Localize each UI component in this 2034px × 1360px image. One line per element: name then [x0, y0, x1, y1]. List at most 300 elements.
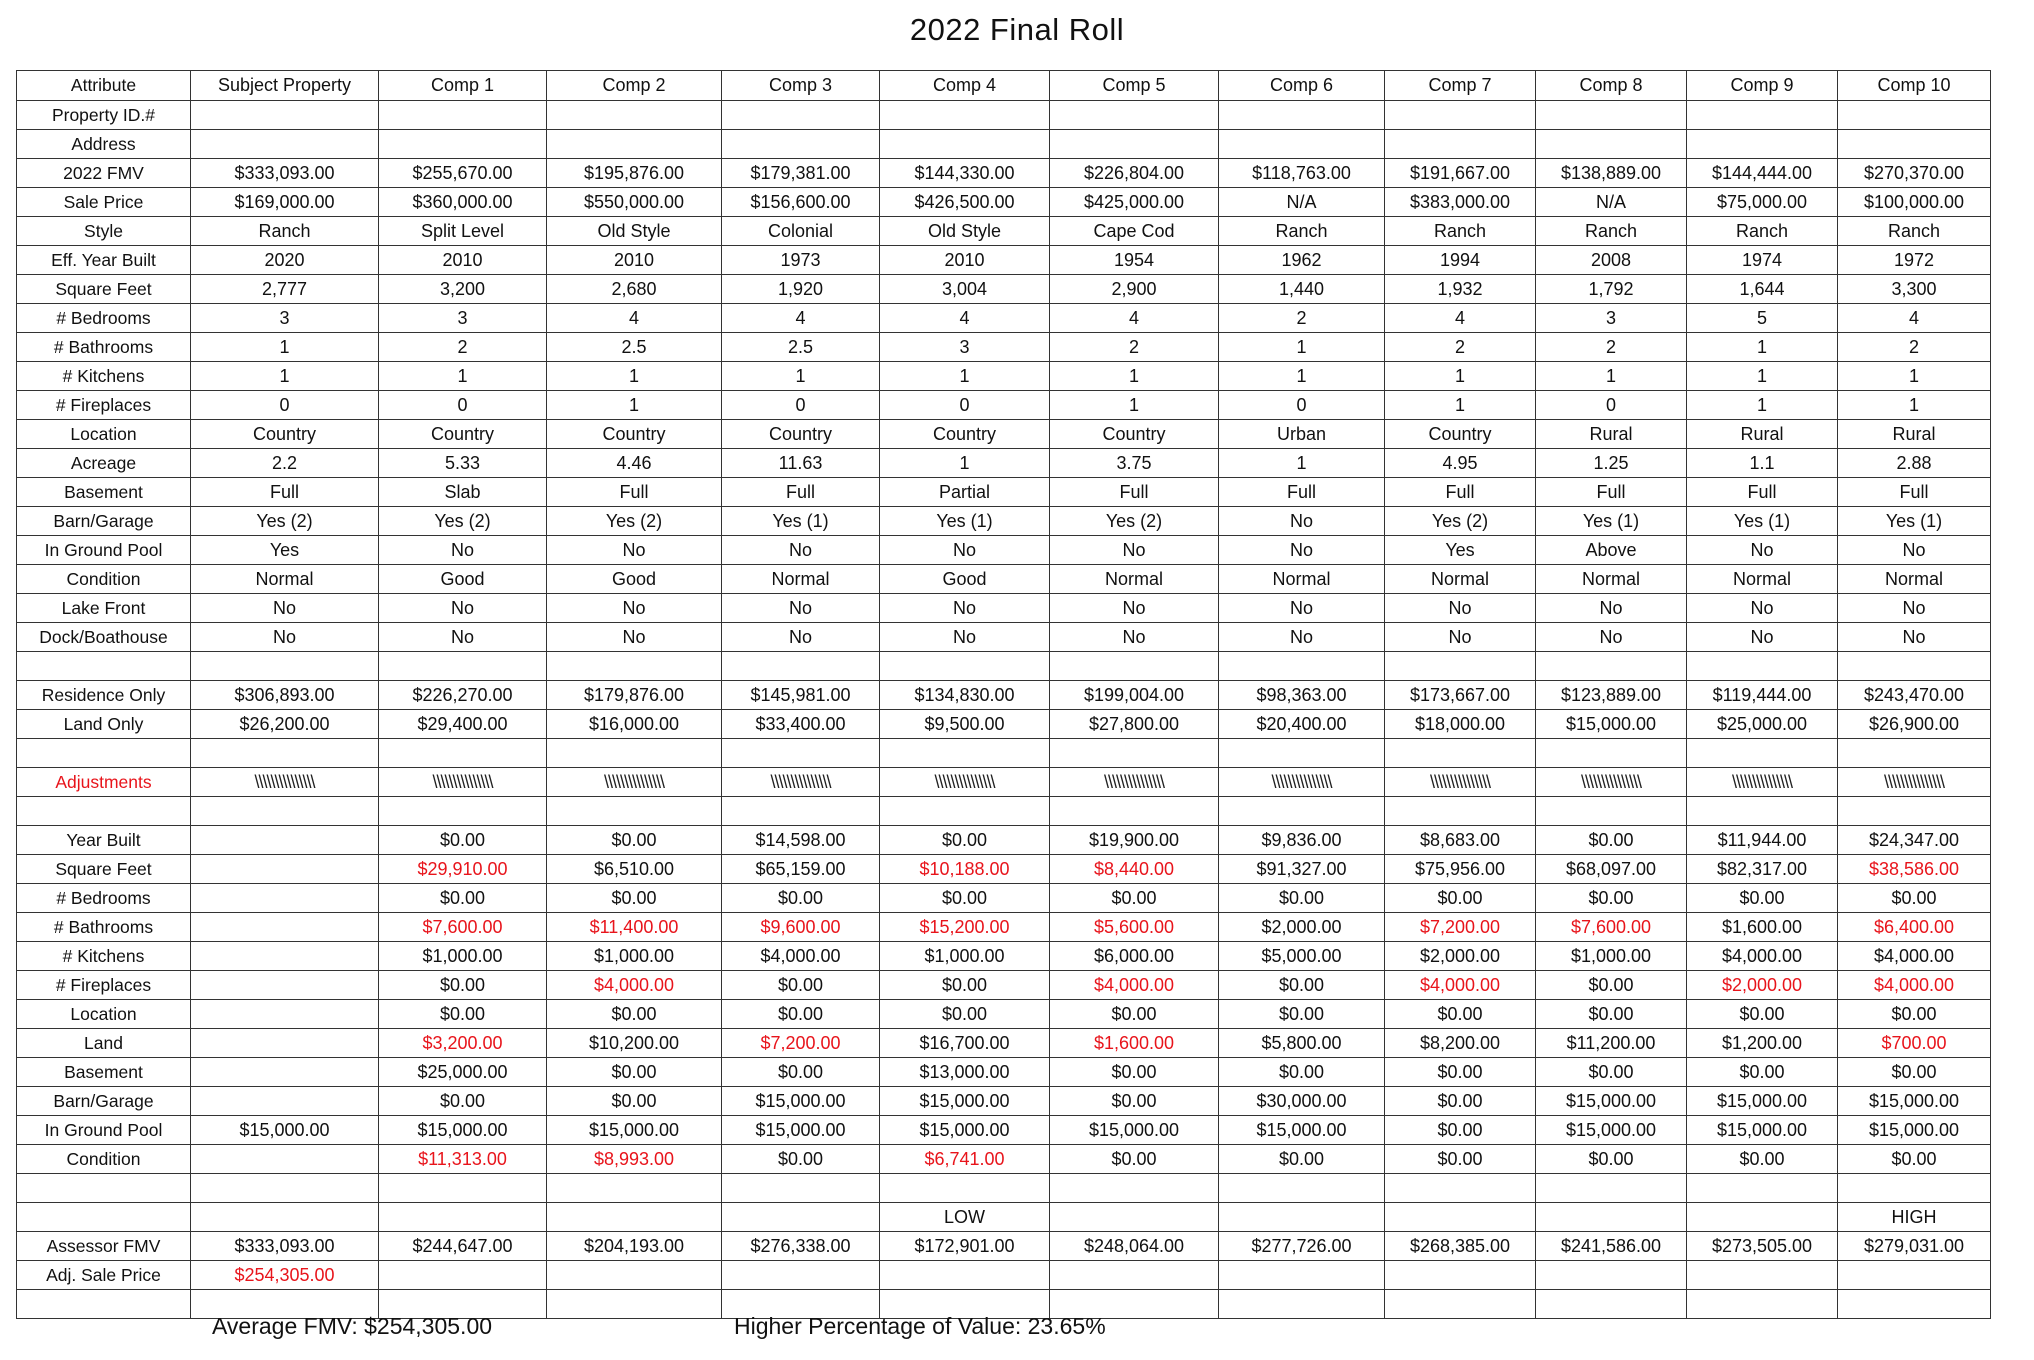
- value-cell: 2.5: [722, 333, 880, 362]
- row-label: # Bedrooms: [17, 884, 191, 913]
- empty-cell: [880, 1261, 1050, 1290]
- adjustment-cell: $6,741.00: [880, 1145, 1050, 1174]
- column-header: Comp 10: [1838, 71, 1991, 101]
- adjustment-cell: $0.00: [1050, 1058, 1219, 1087]
- adjustment-cell: $15,000.00: [1219, 1116, 1385, 1145]
- adjustment-cell: $4,000.00: [1838, 971, 1991, 1000]
- value-cell: [191, 130, 379, 159]
- value-cell: Partial: [880, 478, 1050, 507]
- adjustment-cell: $0.00: [547, 1000, 722, 1029]
- value-cell: Yes (1): [1687, 507, 1838, 536]
- value-cell: Ranch: [1536, 217, 1687, 246]
- empty-cell: [722, 1261, 880, 1290]
- value-cell: 4: [722, 304, 880, 333]
- row-label: Property ID.#: [17, 101, 191, 130]
- value-cell: $383,000.00: [1385, 188, 1536, 217]
- value-cell: 1: [1687, 333, 1838, 362]
- row-label: Condition: [17, 565, 191, 594]
- value-cell: 1: [1838, 391, 1991, 420]
- adjustment-cell: $0.00: [379, 1087, 547, 1116]
- value-cell: 2,680: [547, 275, 722, 304]
- empty-cell: [1838, 652, 1991, 681]
- empty-cell: [1838, 1174, 1991, 1203]
- value-cell: [379, 101, 547, 130]
- value-cell: 0: [1536, 391, 1687, 420]
- empty-cell: [379, 1203, 547, 1232]
- adjustment-cell: $2,000.00: [1385, 942, 1536, 971]
- assessor-fmv-cell: $204,193.00: [547, 1232, 722, 1261]
- adjustment-cell: $24,347.00: [1838, 826, 1991, 855]
- empty-cell: [1219, 1174, 1385, 1203]
- value-cell: Old Style: [547, 217, 722, 246]
- low-marker: LOW: [880, 1203, 1050, 1232]
- table-row: [17, 855, 1991, 884]
- empty-cell: [1385, 739, 1536, 768]
- row-label: Adj. Sale Price: [17, 1261, 191, 1290]
- row-label: In Ground Pool: [17, 1116, 191, 1145]
- value-cell: Yes (1): [722, 507, 880, 536]
- value-cell: 4.95: [1385, 449, 1536, 478]
- value-cell: $119,444.00: [1687, 681, 1838, 710]
- value-cell: 1: [1385, 362, 1536, 391]
- value-cell: Slab: [379, 478, 547, 507]
- value-cell: 1962: [1219, 246, 1385, 275]
- empty-cell: [1050, 1261, 1219, 1290]
- value-cell: No: [191, 623, 379, 652]
- value-cell: Normal: [1219, 565, 1385, 594]
- adjustment-cell: $0.00: [379, 971, 547, 1000]
- row-label: Address: [17, 130, 191, 159]
- value-cell: 1,644: [1687, 275, 1838, 304]
- row-label: Lake Front: [17, 594, 191, 623]
- adjustment-cell: $6,000.00: [1050, 942, 1219, 971]
- table-row: [17, 826, 1991, 855]
- adjustment-cell: $29,910.00: [379, 855, 547, 884]
- assessor-fmv-cell: $268,385.00: [1385, 1232, 1536, 1261]
- empty-cell: [547, 1174, 722, 1203]
- value-cell: [1536, 130, 1687, 159]
- empty-cell: [17, 1174, 191, 1203]
- value-cell: Full: [191, 478, 379, 507]
- adjustment-cell: $8,683.00: [1385, 826, 1536, 855]
- adjustment-cell: $4,000.00: [1687, 942, 1838, 971]
- empty-cell: [1687, 652, 1838, 681]
- adjustment-cell: $15,000.00: [191, 1116, 379, 1145]
- empty-cell: [722, 739, 880, 768]
- row-label: Eff. Year Built: [17, 246, 191, 275]
- value-cell: $550,000.00: [547, 188, 722, 217]
- empty-cell: [1385, 1203, 1536, 1232]
- hatch-cell: \\\\\\\\\\\\\\\: [1687, 768, 1838, 797]
- adjustment-cell: $0.00: [1536, 971, 1687, 1000]
- value-cell: [722, 101, 880, 130]
- value-cell: 2010: [379, 246, 547, 275]
- adjustment-cell: $15,000.00: [379, 1116, 547, 1145]
- value-cell: $191,667.00: [1385, 159, 1536, 188]
- empty-cell: [379, 797, 547, 826]
- value-cell: [1219, 130, 1385, 159]
- row-label: # Kitchens: [17, 942, 191, 971]
- row-label: # Bathrooms: [17, 913, 191, 942]
- empty-cell: [1050, 797, 1219, 826]
- adjustment-cell: $0.00: [880, 1000, 1050, 1029]
- value-cell: Colonial: [722, 217, 880, 246]
- value-cell: 1: [1385, 391, 1536, 420]
- value-cell: [547, 101, 722, 130]
- table-row: [17, 333, 1991, 362]
- table-row: [17, 884, 1991, 913]
- adjustment-cell: $6,400.00: [1838, 913, 1991, 942]
- adjustment-cell: $2,000.00: [1219, 913, 1385, 942]
- table-row: [17, 478, 1991, 507]
- adjustment-cell: $0.00: [1385, 1087, 1536, 1116]
- value-cell: 1: [880, 362, 1050, 391]
- value-cell: 3,300: [1838, 275, 1991, 304]
- empty-cell: [1838, 1261, 1991, 1290]
- assessor-fmv-cell: $277,726.00: [1219, 1232, 1385, 1261]
- value-cell: [191, 101, 379, 130]
- row-label: Basement: [17, 1058, 191, 1087]
- empty-cell: [191, 652, 379, 681]
- value-cell: 1: [1838, 362, 1991, 391]
- empty-cell: [191, 739, 379, 768]
- value-cell: $9,500.00: [880, 710, 1050, 739]
- value-cell: $226,804.00: [1050, 159, 1219, 188]
- adjustment-cell: $15,000.00: [1838, 1087, 1991, 1116]
- empty-cell: [191, 1174, 379, 1203]
- table-row: [17, 1116, 1991, 1145]
- value-cell: $333,093.00: [191, 159, 379, 188]
- value-cell: 3: [1536, 304, 1687, 333]
- value-cell: Old Style: [880, 217, 1050, 246]
- value-cell: 3: [379, 304, 547, 333]
- value-cell: $360,000.00: [379, 188, 547, 217]
- value-cell: 2,777: [191, 275, 379, 304]
- row-label: Year Built: [17, 826, 191, 855]
- value-cell: [1687, 101, 1838, 130]
- hatch-cell: \\\\\\\\\\\\\\\: [1050, 768, 1219, 797]
- value-cell: Normal: [1536, 565, 1687, 594]
- value-cell: $25,000.00: [1687, 710, 1838, 739]
- adjustment-cell: $0.00: [722, 884, 880, 913]
- adjustment-cell: $0.00: [547, 884, 722, 913]
- value-cell: Yes (2): [191, 507, 379, 536]
- value-cell: $18,000.00: [1385, 710, 1536, 739]
- value-cell: Yes: [1385, 536, 1536, 565]
- value-cell: No: [191, 594, 379, 623]
- value-cell: Yes (2): [547, 507, 722, 536]
- table-row: [17, 1029, 1991, 1058]
- adjustment-cell: $8,440.00: [1050, 855, 1219, 884]
- column-header: Comp 6: [1219, 71, 1385, 101]
- value-cell: No: [1219, 594, 1385, 623]
- value-cell: No: [880, 594, 1050, 623]
- value-cell: Split Level: [379, 217, 547, 246]
- value-cell: 1: [722, 362, 880, 391]
- value-cell: No: [547, 623, 722, 652]
- value-cell: $33,400.00: [722, 710, 880, 739]
- value-cell: 2: [1536, 333, 1687, 362]
- value-cell: [1219, 101, 1385, 130]
- value-cell: $98,363.00: [1219, 681, 1385, 710]
- row-label: Square Feet: [17, 275, 191, 304]
- empty-cell: [880, 739, 1050, 768]
- value-cell: No: [379, 623, 547, 652]
- adjustment-cell: [191, 855, 379, 884]
- value-cell: No: [1385, 623, 1536, 652]
- adjustment-cell: $4,000.00: [1838, 942, 1991, 971]
- value-cell: 3,004: [880, 275, 1050, 304]
- adjustment-cell: $15,200.00: [880, 913, 1050, 942]
- summary-footer: [0, 1313, 2034, 1343]
- value-cell: Above: [1536, 536, 1687, 565]
- adjustment-cell: $38,586.00: [1838, 855, 1991, 884]
- empty-cell: [379, 1174, 547, 1203]
- row-label: Acreage: [17, 449, 191, 478]
- value-cell: $145,981.00: [722, 681, 880, 710]
- adjustment-cell: $0.00: [1687, 1000, 1838, 1029]
- empty-cell: [1385, 652, 1536, 681]
- value-cell: $243,470.00: [1838, 681, 1991, 710]
- value-cell: No: [1838, 623, 1991, 652]
- value-cell: [1050, 101, 1219, 130]
- empty-cell: [1050, 1174, 1219, 1203]
- table-row: [17, 420, 1991, 449]
- value-cell: No: [1536, 594, 1687, 623]
- adjustment-cell: $0.00: [1219, 971, 1385, 1000]
- value-cell: Rural: [1536, 420, 1687, 449]
- adjustment-cell: $9,600.00: [722, 913, 880, 942]
- adjustment-cell: $0.00: [1385, 884, 1536, 913]
- value-cell: Yes (1): [1536, 507, 1687, 536]
- adjustment-cell: $0.00: [379, 826, 547, 855]
- row-label: Condition: [17, 1145, 191, 1174]
- table-row: [17, 159, 1991, 188]
- empty-cell: [880, 652, 1050, 681]
- empty-cell: [1536, 739, 1687, 768]
- adjustment-cell: $1,200.00: [1687, 1029, 1838, 1058]
- value-cell: $426,500.00: [880, 188, 1050, 217]
- table-row: [17, 362, 1991, 391]
- value-cell: $75,000.00: [1687, 188, 1838, 217]
- adjustment-cell: $0.00: [880, 884, 1050, 913]
- value-cell: $16,000.00: [547, 710, 722, 739]
- row-label: Residence Only: [17, 681, 191, 710]
- table-row: [17, 1000, 1991, 1029]
- adjustment-cell: $7,600.00: [1536, 913, 1687, 942]
- value-cell: $26,200.00: [191, 710, 379, 739]
- adjustment-cell: $75,956.00: [1385, 855, 1536, 884]
- table-row: [17, 217, 1991, 246]
- value-cell: [722, 130, 880, 159]
- adjustment-cell: [191, 1029, 379, 1058]
- empty-cell: [1838, 797, 1991, 826]
- adjustment-cell: $0.00: [1385, 1058, 1536, 1087]
- adjustment-cell: [191, 884, 379, 913]
- table-row: [17, 188, 1991, 217]
- adjustment-cell: $700.00: [1838, 1029, 1991, 1058]
- adjustment-cell: $68,097.00: [1536, 855, 1687, 884]
- row-label: Location: [17, 1000, 191, 1029]
- empty-cell: [880, 797, 1050, 826]
- empty-cell: [1838, 739, 1991, 768]
- value-cell: Yes (2): [1050, 507, 1219, 536]
- adjustment-cell: $0.00: [1050, 1087, 1219, 1116]
- empty-cell: [547, 1261, 722, 1290]
- value-cell: Good: [547, 565, 722, 594]
- row-label: In Ground Pool: [17, 536, 191, 565]
- value-cell: No: [1219, 536, 1385, 565]
- value-cell: No: [880, 623, 1050, 652]
- value-cell: Country: [722, 420, 880, 449]
- adjustment-cell: $0.00: [1050, 1000, 1219, 1029]
- column-header: Comp 7: [1385, 71, 1536, 101]
- adjustment-cell: $10,188.00: [880, 855, 1050, 884]
- value-cell: Ranch: [1219, 217, 1385, 246]
- value-cell: 3: [880, 333, 1050, 362]
- table-row: [17, 652, 1991, 681]
- value-cell: 1: [547, 391, 722, 420]
- high-marker: HIGH: [1838, 1203, 1991, 1232]
- empty-cell: [1050, 652, 1219, 681]
- adjustment-cell: $15,000.00: [1536, 1087, 1687, 1116]
- adjustment-cell: $1,000.00: [1536, 942, 1687, 971]
- table-row: [17, 913, 1991, 942]
- value-cell: No: [1219, 507, 1385, 536]
- table-row: [17, 623, 1991, 652]
- table-row: [17, 942, 1991, 971]
- value-cell: $134,830.00: [880, 681, 1050, 710]
- empty-cell: [1219, 797, 1385, 826]
- value-cell: [379, 130, 547, 159]
- adjustment-cell: $4,000.00: [722, 942, 880, 971]
- adjustment-cell: $0.00: [1536, 1000, 1687, 1029]
- empty-cell: [1536, 1203, 1687, 1232]
- value-cell: Full: [1219, 478, 1385, 507]
- value-cell: No: [1687, 594, 1838, 623]
- empty-cell: [17, 1203, 191, 1232]
- row-label: 2022 FMV: [17, 159, 191, 188]
- adjustment-cell: $8,993.00: [547, 1145, 722, 1174]
- value-cell: 1: [1687, 362, 1838, 391]
- adjustment-cell: $0.00: [1219, 1058, 1385, 1087]
- value-cell: 0: [191, 391, 379, 420]
- header-attribute: Attribute: [17, 71, 191, 101]
- empty-cell: [191, 1203, 379, 1232]
- value-cell: Country: [547, 420, 722, 449]
- value-cell: 1.25: [1536, 449, 1687, 478]
- value-cell: Normal: [191, 565, 379, 594]
- adjustment-cell: $11,944.00: [1687, 826, 1838, 855]
- adjustment-cell: $1,600.00: [1687, 913, 1838, 942]
- value-cell: 4: [880, 304, 1050, 333]
- adjustment-cell: $16,700.00: [880, 1029, 1050, 1058]
- table-row: [17, 101, 1991, 130]
- value-cell: Country: [1050, 420, 1219, 449]
- value-cell: Full: [547, 478, 722, 507]
- empty-cell: [1050, 1203, 1219, 1232]
- adjustment-cell: [191, 942, 379, 971]
- value-cell: 1: [1536, 362, 1687, 391]
- hatch-cell: \\\\\\\\\\\\\\\: [722, 768, 880, 797]
- empty-cell: [1687, 739, 1838, 768]
- value-cell: 4: [1050, 304, 1219, 333]
- row-label: Barn/Garage: [17, 1087, 191, 1116]
- value-cell: 5.33: [379, 449, 547, 478]
- table-row: [17, 449, 1991, 478]
- table-row: [17, 739, 1991, 768]
- adjustment-cell: $7,600.00: [379, 913, 547, 942]
- table-row: [17, 536, 1991, 565]
- value-cell: No: [722, 623, 880, 652]
- empty-cell: [1536, 1261, 1687, 1290]
- row-label: Basement: [17, 478, 191, 507]
- table-row: [17, 710, 1991, 739]
- adjustment-cell: [191, 1058, 379, 1087]
- value-cell: 1,440: [1219, 275, 1385, 304]
- adjustment-cell: $5,600.00: [1050, 913, 1219, 942]
- value-cell: 4: [1385, 304, 1536, 333]
- empty-cell: [722, 797, 880, 826]
- adjustment-cell: $0.00: [379, 1000, 547, 1029]
- adjustment-cell: $10,200.00: [547, 1029, 722, 1058]
- value-cell: Ranch: [191, 217, 379, 246]
- row-label: # Bedrooms: [17, 304, 191, 333]
- adjustment-cell: $0.00: [1219, 1000, 1385, 1029]
- value-cell: 1: [191, 333, 379, 362]
- hatch-cell: \\\\\\\\\\\\\\\: [547, 768, 722, 797]
- empty-cell: [547, 797, 722, 826]
- value-cell: 1: [1050, 391, 1219, 420]
- adjustment-cell: $0.00: [1687, 1058, 1838, 1087]
- adjustment-cell: $0.00: [1385, 1000, 1536, 1029]
- row-label: # Fireplaces: [17, 971, 191, 1000]
- empty-cell: [1687, 1174, 1838, 1203]
- adjustment-cell: $13,000.00: [880, 1058, 1050, 1087]
- value-cell: 11.63: [722, 449, 880, 478]
- adjustment-cell: $19,900.00: [1050, 826, 1219, 855]
- adjustment-cell: $0.00: [1219, 884, 1385, 913]
- value-cell: [1385, 130, 1536, 159]
- row-label: Assessor FMV: [17, 1232, 191, 1261]
- table-row: [17, 275, 1991, 304]
- value-cell: 1: [1219, 333, 1385, 362]
- empty-cell: [1536, 652, 1687, 681]
- table-row: [17, 507, 1991, 536]
- value-cell: Normal: [1385, 565, 1536, 594]
- value-cell: $156,600.00: [722, 188, 880, 217]
- adjustment-cell: $15,000.00: [547, 1116, 722, 1145]
- adjustment-cell: $0.00: [1536, 1058, 1687, 1087]
- empty-cell: [547, 1203, 722, 1232]
- value-cell: Ranch: [1687, 217, 1838, 246]
- value-cell: 3.75: [1050, 449, 1219, 478]
- value-cell: No: [1687, 623, 1838, 652]
- value-cell: 1994: [1385, 246, 1536, 275]
- value-cell: $195,876.00: [547, 159, 722, 188]
- adjustment-cell: $11,313.00: [379, 1145, 547, 1174]
- adjustment-cell: $4,000.00: [1385, 971, 1536, 1000]
- adjustment-cell: $5,800.00: [1219, 1029, 1385, 1058]
- adjustment-cell: $15,000.00: [722, 1116, 880, 1145]
- value-cell: Full: [1050, 478, 1219, 507]
- adjustment-cell: $0.00: [547, 1058, 722, 1087]
- table-row: [17, 71, 1991, 101]
- adjustment-cell: $0.00: [1838, 1000, 1991, 1029]
- empty-cell: [379, 652, 547, 681]
- adjustment-cell: $0.00: [722, 971, 880, 1000]
- value-cell: Ranch: [1385, 217, 1536, 246]
